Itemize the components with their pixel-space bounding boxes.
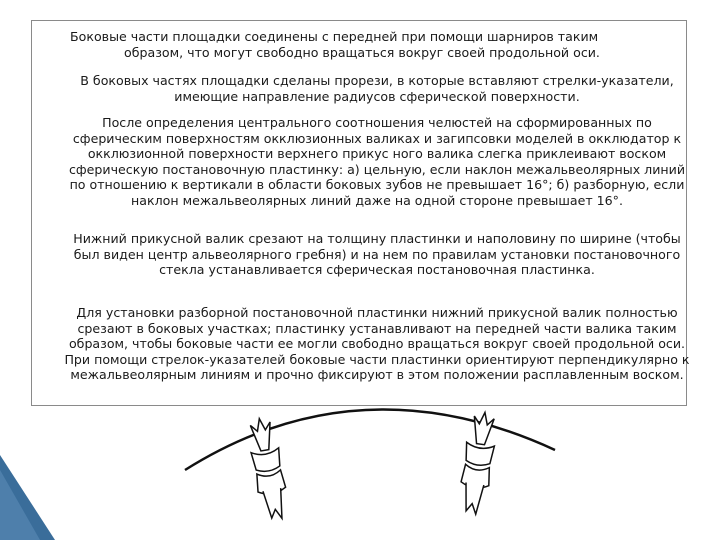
spherical-arc <box>185 410 555 471</box>
paragraph-1-line-2: образом, что могут свободно вращаться вокруг своей продольной оси. <box>124 44 600 60</box>
paragraph-1-line-1: Боковые части площадки соединены с передней при помощи шарниров таким <box>70 29 599 44</box>
paragraph-2: В боковых частях площадки сделаны прорези, в которые вставляют стрелки-указатели, имеющие направление радиусов сферической поверхности. <box>80 73 674 104</box>
paragraph-5: Для установки разборной постановочной пластинки нижний прикусной валик полностью срезают в боковых участках; пластинку устанавливают на передней части валика таким образом, чтобы боковые части ее могли свободно вращаться вокруг своей продольной оси. При помощи стрелок-указателей боковые части пластинки ориентируют перпендикулярно к межальвеолярным линиям и прочно фиксируют в этом положении расплавленным воском. <box>64 305 690 383</box>
left-teeth-icon <box>246 416 291 521</box>
paragraph-3: После определения центрального соотношения челюстей на сформированных по сферическим поверхностям окклюзионных валиках и загипсовки моделей в окклюдатор к окклюзионной поверхности верхнего прикус ного валика слегка приклеивают воском сферическую постановочную пластинку: а) цельную, если наклон межальвеолярных линий по отношению к вертикали в области боковых зубов не превышает 16°; б) разборную, если наклон межальвеолярных линий даже на одной стороне превышает 16°. <box>68 115 686 208</box>
paragraph-4: Нижний прикусной валик срезают на толщину пластинки и наполовину по ширине (чтобы был виден центр альвеолярного гребня) и на нем по правилам установки постановочного стекла устанавливается сферическая постановочная пластинка. <box>73 231 681 278</box>
